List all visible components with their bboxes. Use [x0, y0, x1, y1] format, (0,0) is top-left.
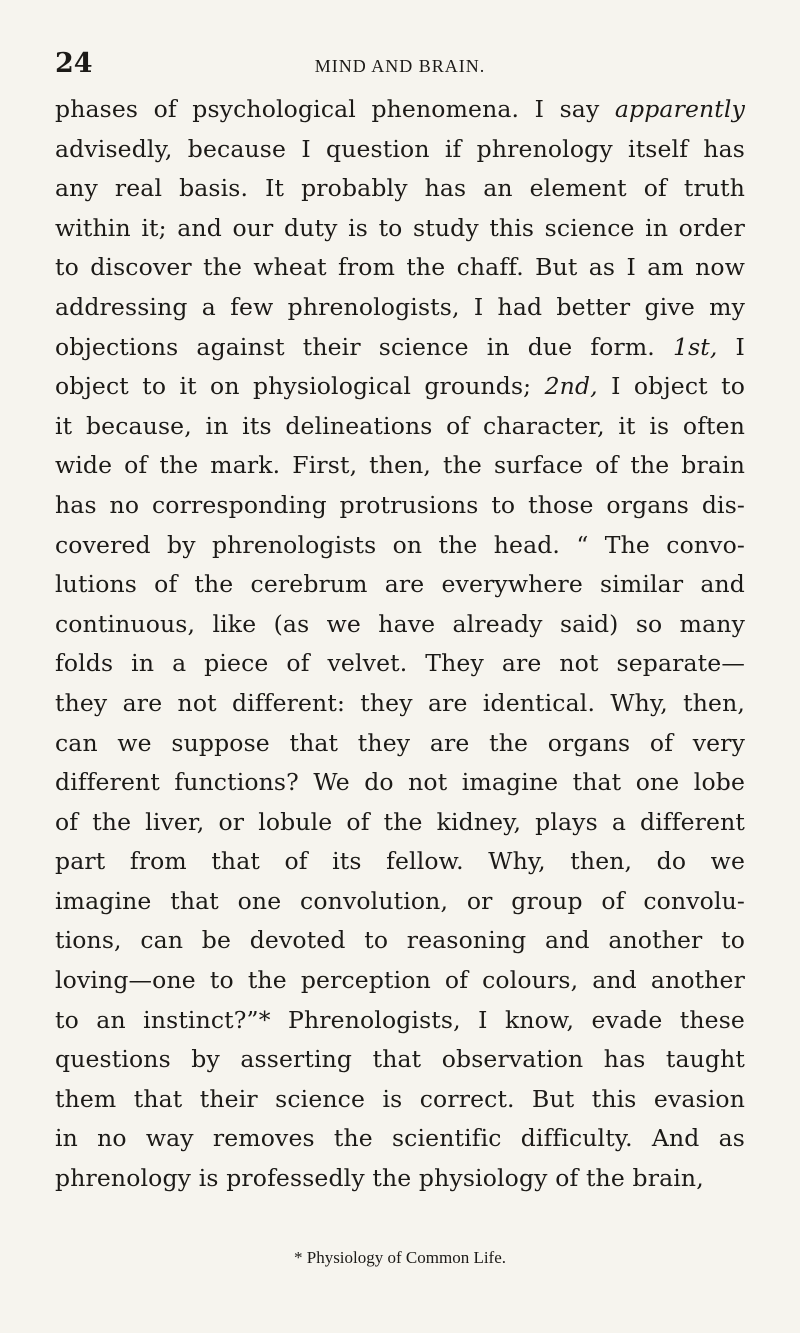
text-line: lutions of the cerebrum are everywhere similar and	[55, 570, 745, 599]
text-line: has no corresponding protrusions to those organs dis-	[55, 490, 745, 519]
page-number: 24	[55, 48, 93, 79]
page-header	[55, 48, 745, 88]
running-head: MIND AND BRAIN.	[314, 56, 486, 76]
text-line: wide of the mark. First, then, the surface of the brain	[55, 451, 745, 480]
text-line: within it; and our duty is to study this science in order	[55, 213, 745, 242]
text-line: part from that of its fellow. Why, then, do we	[55, 847, 745, 876]
text-line: loving—one to the perception of colours, and another	[55, 966, 745, 995]
text-line: covered by phrenologists on the head. “ The convo-	[55, 530, 745, 559]
italic-text: apparently	[614, 95, 745, 123]
text-line: folds in a piece of velvet. They are not separate—	[55, 649, 745, 678]
footnote: * Physiology of Common Life.	[293, 1248, 507, 1267]
text-line: to discover the wheat from the chaff. But as I am now	[55, 253, 745, 282]
text-line: it because, in its delineations of character, it is often	[55, 411, 745, 440]
italic-text: 1st,	[672, 332, 718, 361]
body-text	[55, 90, 745, 1199]
text-line: of the liver, or lobule of the kidney, plays a different	[55, 807, 745, 836]
text-line: them that their science is correct. But this evasion	[55, 1084, 745, 1113]
text-line: addressing a few phrenologists, I had better give my	[55, 292, 745, 321]
text-line: continuous, like (as we have already said) so many	[55, 609, 745, 638]
italic-text: 2nd,	[544, 372, 598, 401]
text-line: tions, can be devoted to reasoning and another to	[55, 926, 745, 955]
text-line: phrenology is professedly the physiology of the brain,	[55, 1164, 704, 1193]
text-line: phases of psychological phenomena. I say apparently	[55, 95, 745, 123]
text-line: to an instinct?”* Phrenologists, I know, evade these	[55, 1005, 745, 1034]
text-line: in no way removes the scientific difficulty. And as	[55, 1124, 745, 1153]
text-line: different functions? We do not imagine that one lobe	[55, 768, 745, 797]
text-line: can we suppose that they are the organs of very	[55, 728, 745, 757]
text-line: advisedly, because I question if phrenology itself has	[55, 134, 745, 163]
text-line: any real basis. It probably has an element of truth	[55, 174, 745, 203]
text-line: imagine that one convolution, or group of convolu-	[55, 886, 745, 915]
text-line: object to it on physiological grounds; 2nd, I object to	[55, 372, 745, 401]
text-line: questions by asserting that observation has taught	[55, 1045, 745, 1074]
text-line: they are not different: they are identical. Why, then,	[55, 688, 745, 717]
text-line: objections against their science in due form. 1st, I	[55, 332, 745, 361]
